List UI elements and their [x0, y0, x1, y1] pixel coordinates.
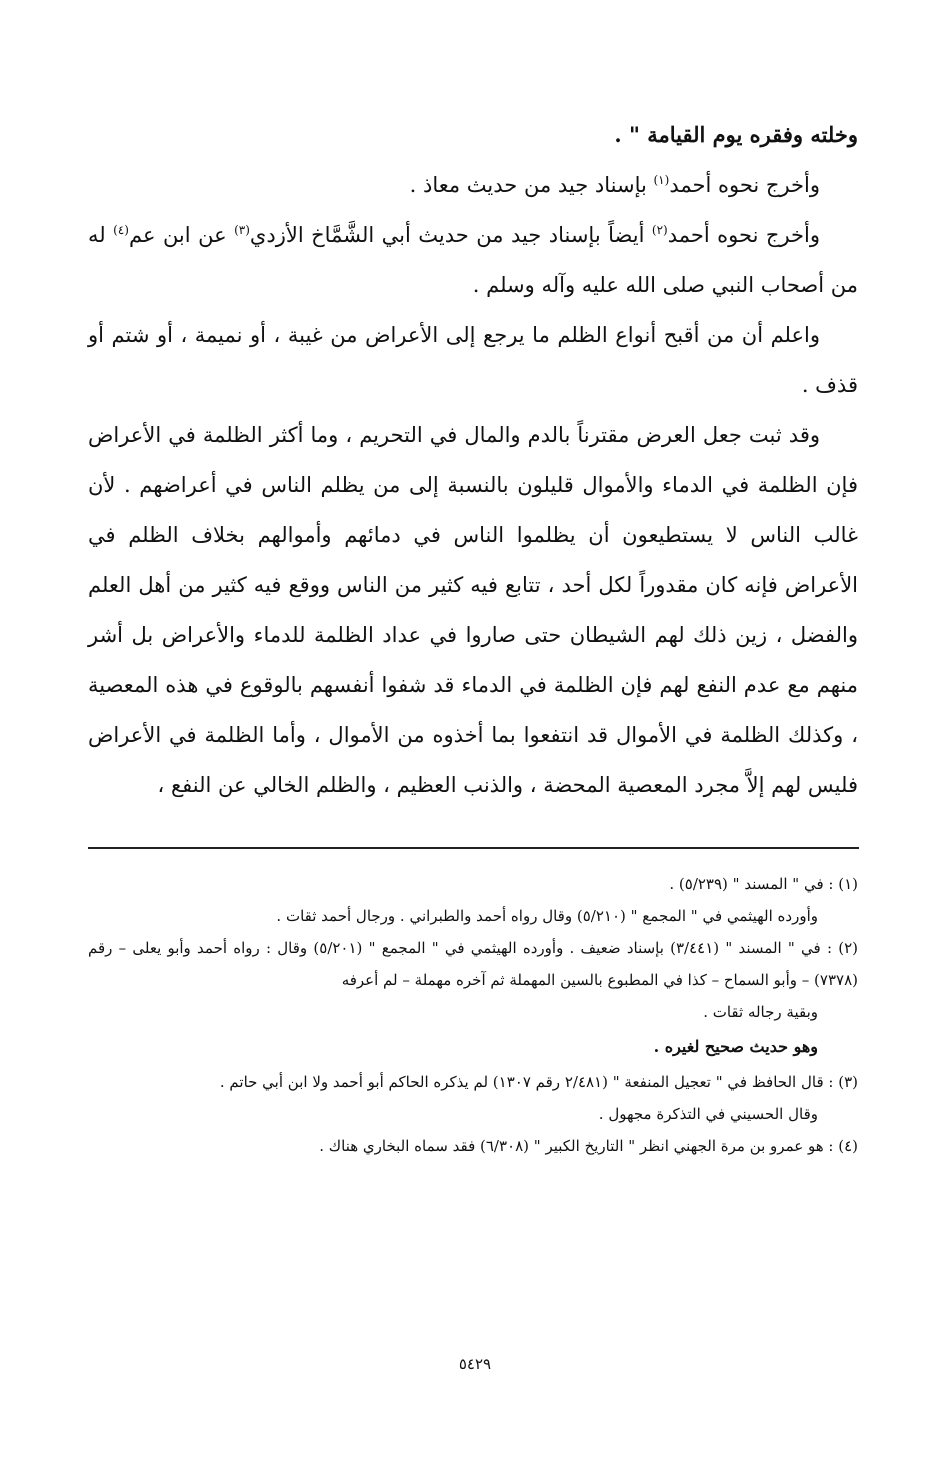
text-span: له من أصحاب النبي صلى الله عليه وآله وسلم .: [88, 223, 858, 297]
text-span: أيضاً بإسناد جيد من حديث أبي الشَّمَّاخ الأزدي: [249, 223, 652, 247]
footnote-ref: (١): [653, 173, 670, 187]
paragraph: واعلم أن من أقبح أنواع الظلم ما يرجع إلى الأعراض من غيبة ، أو نميمة ، أو شتم أو قذف .: [88, 323, 858, 397]
main-text: [88, 110, 858, 810]
text-span: بإسناد جيد من حديث معاذ .: [409, 173, 654, 197]
text-span: عن ابن عم: [128, 223, 235, 247]
footnote-continuation: وقال الحسيني في التذكرة مجهول .: [598, 1105, 818, 1123]
footnote-ref: (٤): [113, 223, 129, 237]
footnote-ref: (٣): [234, 223, 250, 237]
paragraph: [88, 160, 858, 210]
text-span: وأخرج نحوه أحمد: [667, 223, 821, 247]
page-number: ٥٤٢٩: [458, 1355, 492, 1373]
footnote: (١) : في " المسند " (٥/٢٣٩) .: [669, 875, 858, 893]
footnote-continuation: وأورده الهيثمي في " المجمع " (٥/٢١٠) وقال رواه أحمد والطبراني . ورجال أحمد ثقات .: [276, 907, 818, 925]
footnote: (٤) : هو عمرو بن مرة الجهني انظر " التاريخ الكبير " (٦/٣٠٨) فقد سماه البخاري هناك .: [319, 1137, 858, 1155]
footnote: (٢) : في " المسند " (٣/٤٤١) بإسناد ضعيف . وأورده الهيثمي في " المجمع " (٥/٢٠١) وقال : رواه أحمد وأبو يعلى – رقم (٧٣٧٨) – وأبو السماح – كذا في المطبوع بالسين المهملة ثم آخره مهملة – لم أعرفه: [88, 939, 859, 989]
footnote-continuation: وبقية رجاله ثقات .: [703, 1003, 818, 1021]
text-span: وأخرج نحوه أحمد: [669, 173, 820, 197]
footnote-divider: [88, 847, 859, 849]
paragraph: [88, 210, 858, 310]
footnotes: [88, 868, 858, 1162]
text-line: وخلته وفقره يوم القيامة " .: [614, 122, 858, 147]
footnote-ref: (٢): [651, 223, 668, 237]
footnote-verdict: وهو حديث صحيح لغيره .: [653, 1037, 818, 1056]
footnote: (٣) : قال الحافظ في " تعجيل المنفعة " (٢/٤٨١ رقم ١٣٠٧) لم يذكره الحاكم أبو أحمد ولا ابن أبي حاتم .: [219, 1073, 858, 1091]
paragraph: وقد ثبت جعل العرض مقترناً بالدم والمال في التحريم ، وما أكثر الظلمة في الأعراض فإن الظلمة في الدماء والأموال قليلون بالنسبة إلى من يظلم الناس في أعراضهم . لأن غالب الناس لا يستطيعون أن يظلموا الناس في دمائهم وأموالهم بخلاف الظلم في الأعراض فإنه كان مقدوراً لكل أحد ، تتابع فيه كثير من الناس ووقع فيه كثير من أهل العلم والفضل ، زين ذلك لهم الشيطان حتى صاروا في عداد الظلمة للدماء والأعراض بل أشر منهم مع عدم النفع لهم فإن الظلمة في الدماء قد شفوا أنفسهم بالوقوع في هذه المعصية ، وكذلك الظلمة في الأموال قد انتفعوا بما أخذوه من الأموال ، وأما الظلمة في الأعراض فليس لهم إلاَّ مجرد المعصية المحضة ، والذنب العظيم ، والظلم الخالي عن النفع ،: [88, 423, 858, 797]
